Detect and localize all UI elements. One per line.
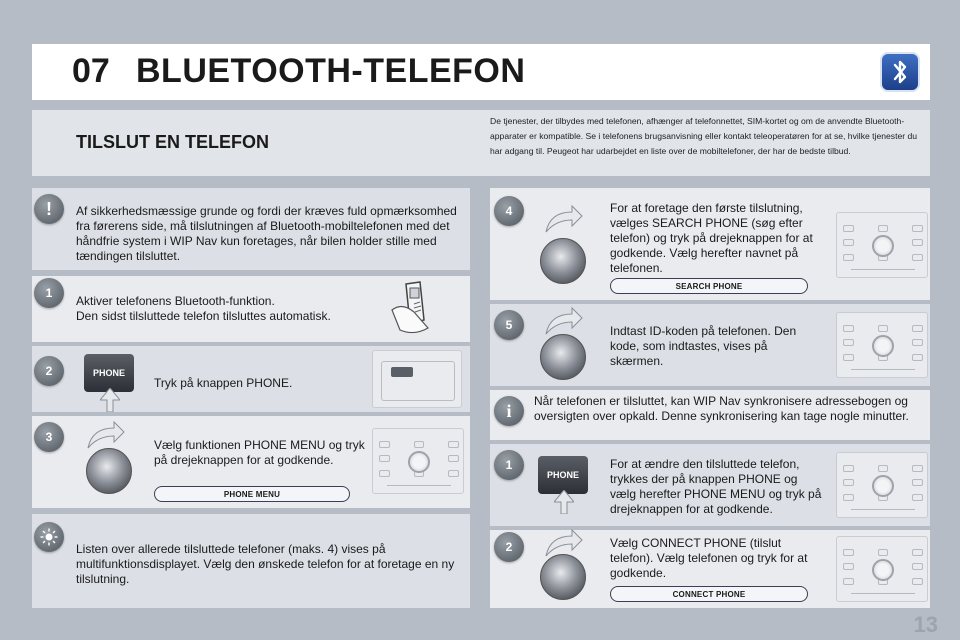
change-step1-text: For at ændre den tilsluttede telefon, trykkes der på knappen PHONE og vælg herefter PHONE MENU og tryk på drejeknappen for at godkende. [610,457,822,516]
curved-arrow-icon [544,204,584,239]
change-step1-badge: 1 [494,450,524,480]
step1-badge: 1 [34,278,64,308]
chapter-title: BLUETOOTH-TELEFON [136,52,526,90]
page-number: 13 [913,612,938,637]
step1-text-line1: Aktiver telefonens Bluetooth-funktion. [76,294,275,308]
radio-knob [872,335,894,357]
sun-tip-icon [34,522,64,552]
rotary-knob-icon [86,448,132,494]
radio-knob [408,451,430,473]
phone-button-icon: PHONE [538,456,588,494]
radio-line [851,593,915,594]
radio-line [851,269,915,270]
step2-badge: 2 [34,356,64,386]
up-arrow-icon [100,388,120,417]
rotary-knob-icon [540,238,586,284]
rotary-knob-icon [540,554,586,600]
rotary-knob-icon [540,334,586,380]
up-arrow-icon [554,490,574,519]
change-step2-badge: 2 [494,532,524,562]
radio-unit-image [372,428,464,494]
phone-menu-pill: PHONE MENU [154,486,350,502]
connect-phone-pill: CONNECT PHONE [610,586,808,602]
radio-line [851,509,915,510]
step1-text-line2: Den sidst tilsluttede telefon tilsluttes automatisk. [76,309,331,323]
step4-badge: 4 [494,196,524,226]
step5-badge: 5 [494,310,524,340]
step3-text: Vælg funktionen PHONE MENU og tryk på drejeknappen for at godkende. [154,438,365,467]
radio-unit-image [836,536,928,602]
radio-unit-image [836,312,928,378]
chapter-number: 07 [72,52,110,90]
phone-button-icon: PHONE [84,354,134,392]
step4-text: For at foretage den første tilslutning, vælges SEARCH PHONE (søg efter telefon) og tryk på drejeknappen for at godkende. Vælg herefter navnet på telefonen. [610,201,813,275]
radio-knob [872,559,894,581]
warning-icon: ! [34,194,64,224]
radio-unit-image [372,350,462,408]
bluetooth-icon [880,52,920,92]
step3-badge: 3 [34,422,64,452]
warning-text: Af sikkerhedsmæssige grunde og fordi der kræves fuld opmærksomhed fra førerens side, må tilslutningen af Bluetooth-mobiltelefonen med det håndfrie system i WIP Nav kun foretages, når bilen holder stille med tændingen tilsluttet. [76,204,457,263]
change-step2-text: Vælg CONNECT PHONE (tilslut telefon). Vælg telefonen og tryk for at godkende. [610,536,808,580]
radio-line [387,485,451,486]
tip-text: Listen over allerede tilsluttede telefoner (maks. 4) vises på multifunktionsdisplayet. Vælg den ønskede telefon for at foretage en ny tilslutning. [76,542,455,586]
radio-knob [872,235,894,257]
step2-text: Tryk på knappen PHONE. [154,376,293,390]
info-icon: i [494,396,524,426]
radio-unit-image [836,212,928,278]
radio-faceplate [381,361,455,401]
radio-unit-image [836,452,928,518]
intro-text: De tjenester, der tilbydes med telefonen, afhænger af telefonnettet, SIM-kortet og om de anvendte Bluetooth-apparater er kompatible. Se i telefonens brugsanvisning eller kontakt teleoperatøren for at se, hvilke tjenester du har adgang til. Peugeot har udarbejdet en liste over de mobiltelefoner, der har de bedste tilbud. [490,116,918,156]
section-title: TILSLUT EN TELEFON [76,132,269,152]
search-phone-pill: SEARCH PHONE [610,278,808,294]
step5-text: Indtast ID-koden på telefonen. Den kode, som indtastes, vises på skærmen. [610,324,797,368]
radio-line [851,369,915,370]
radio-knob [872,475,894,497]
info-text: Når telefonen er tilsluttet, kan WIP Nav synkronisere adressebogen og oversigten over opkald. Denne synkronisering kan tage nogle minutter. [534,394,909,423]
step1-text [76,294,366,324]
mobile-phone-icon [384,280,454,338]
